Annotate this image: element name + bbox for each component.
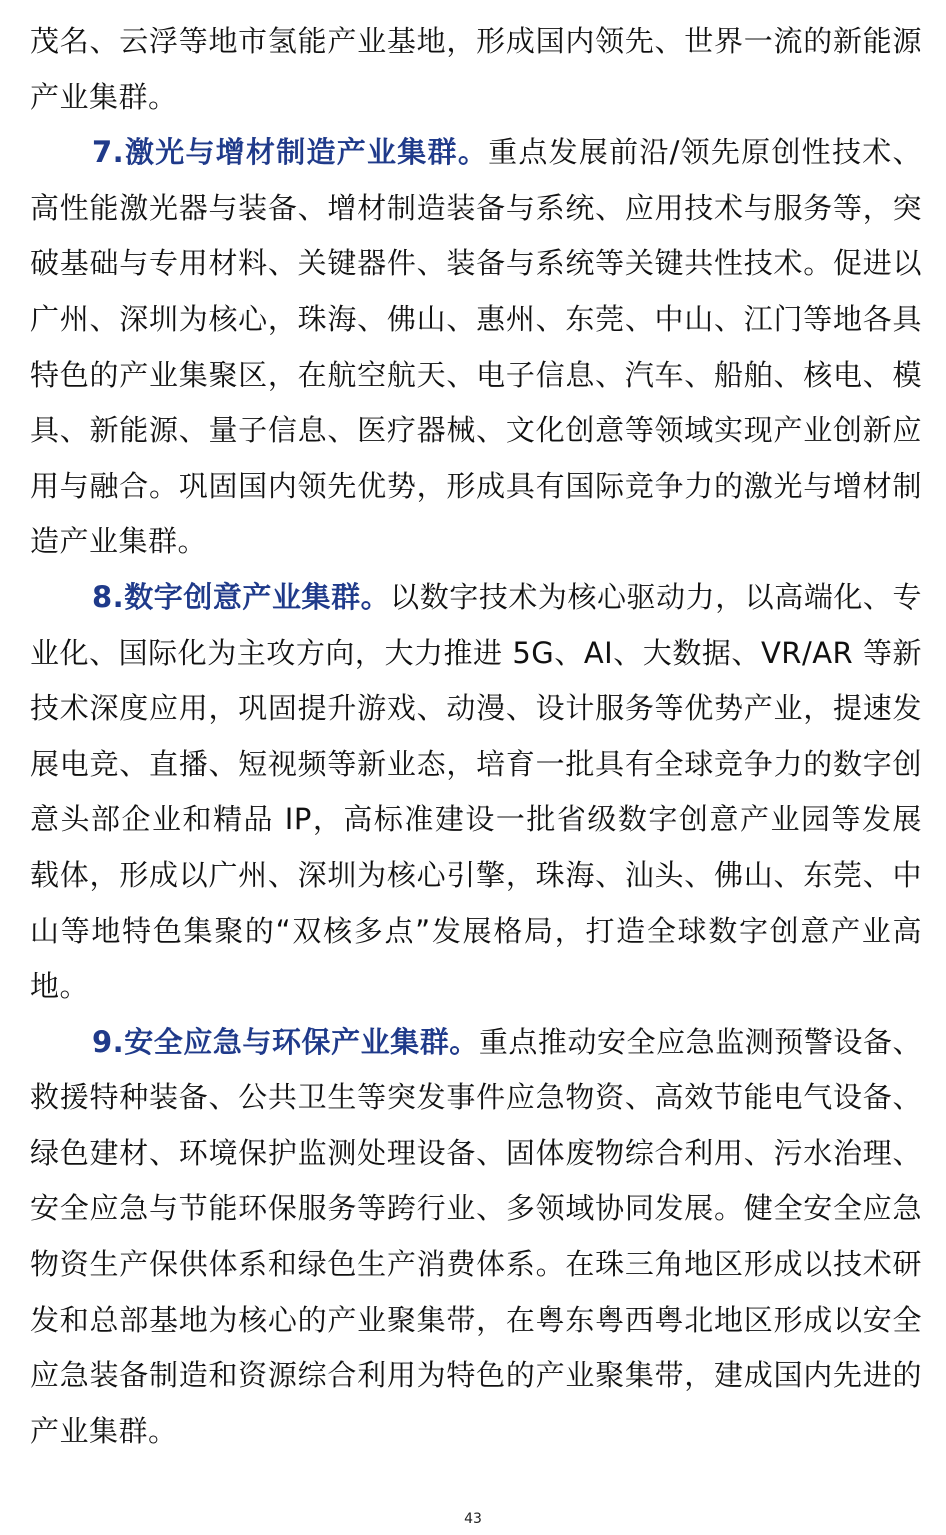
paragraph-text: 茂名、云浮等地市氢能产业基地，形成国内领先、世界一流的新能源产业集群。 xyxy=(30,24,922,114)
section-heading: 9.安全应急与环保产业集群。 xyxy=(92,1024,479,1059)
paragraph-laser-additive xyxy=(30,125,922,570)
paragraph-digital-creative xyxy=(30,570,922,1015)
section-heading: 8.数字创意产业集群。 xyxy=(92,579,391,614)
page-number: 43 xyxy=(464,1511,482,1527)
paragraph-continuation xyxy=(30,14,922,125)
paragraph-safety-environmental xyxy=(30,1015,922,1460)
section-heading: 7.激光与增材制造产业集群。 xyxy=(92,135,489,170)
paragraph-text: 以数字技术为核心驱动力，以高端化、专业化、国际化为主攻方向，大力推进 5G、AI、大数据、VR/AR 等新技术深度应用，巩固提升游戏、动漫、设计服务等优势产业，提速发展电竞、直播、短视频等新业态，培育一批具有全球竞争力的数字创意头部企业和精品 IP，高标准建设一批省级数字创意产业园等发展载体，形成以广州、深圳为核心引擎，珠海、汕头、佛山、东莞、中山等地特色集聚的“双核多点”发展格局，打造全球数字创意产业高地。 xyxy=(30,579,922,1004)
paragraph-text: 重点发展前沿/领先原创性技术、高性能激光器与装备、增材制造装备与系统、应用技术与服务等，突破基础与专用材料、关键器件、装备与系统等关键共性技术。促进以广州、深圳为核心，珠海、佛山、惠州、东莞、中山、江门等地各具特色的产业集聚区，在航空航天、电子信息、汽车、船舶、核电、模具、新能源、量子信息、医疗器械、文化创意等领域实现产业创新应用与融合。巩固国内领先优势，形成具有国际竞争力的激光与增材制造产业集群。 xyxy=(30,135,922,559)
paragraph-text: 重点推动安全应急监测预警设备、救援特种装备、公共卫生等突发事件应急物资、高效节能电气设备、绿色建材、环境保护监测处理设备、固体废物综合利用、污水治理、安全应急与节能环保服务等跨行业、多领域协同发展。健全安全应急物资生产保供体系和绿色生产消费体系。在珠三角地区形成以技术研发和总部基地为核心的产业聚集带，在粤东粤西粤北地区形成以安全应急装备制造和资源综合利用为特色的产业聚集带，建成国内先进的产业集群。 xyxy=(30,1024,922,1448)
